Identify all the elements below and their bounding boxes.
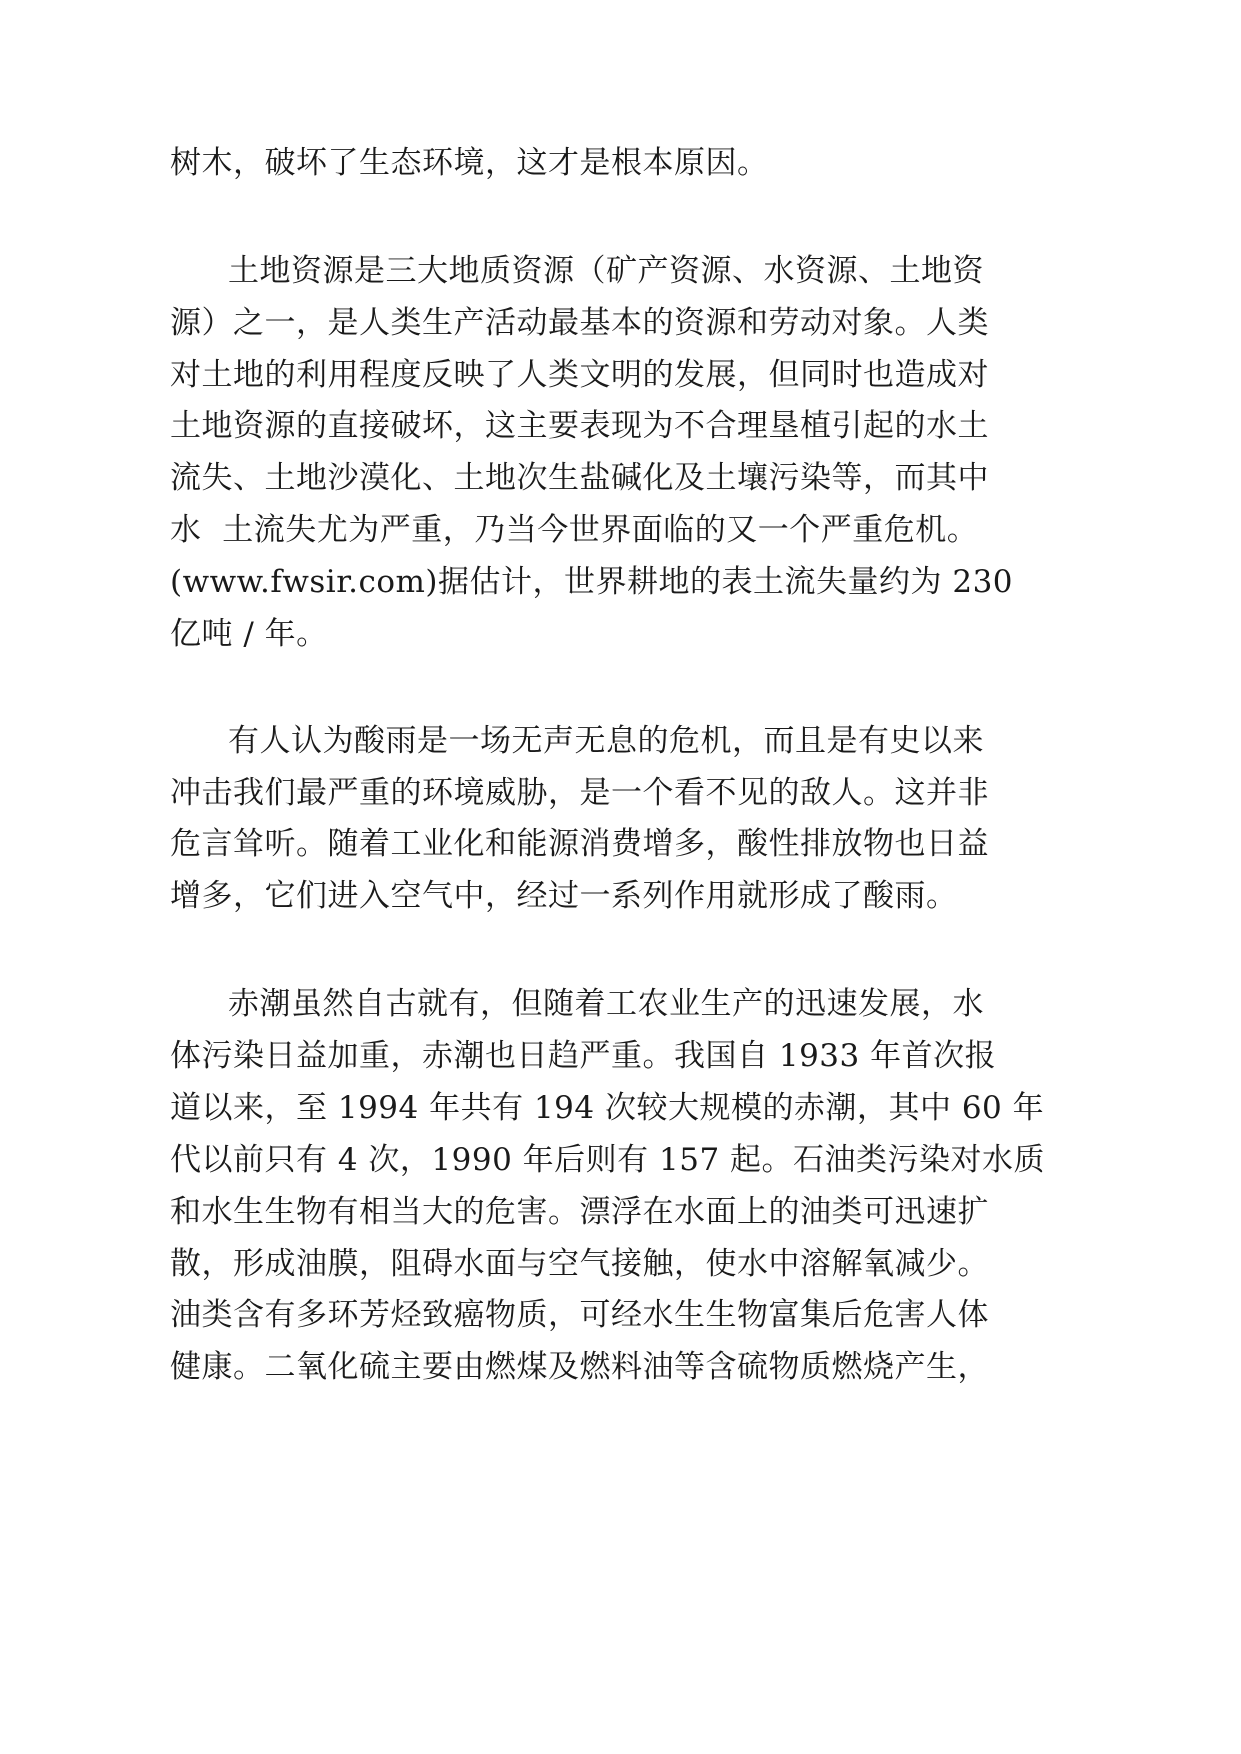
text-line: 水 土流失尤为严重，乃当今世界面临的又一个严重危机。 <box>170 512 979 548</box>
text-line: 有人认为酸雨是一场无声无息的危机，而且是有史以来 <box>228 723 984 759</box>
text-line: 土地资源的直接破坏，这主要表现为不合理垦植引起的水土 <box>170 408 989 445</box>
text-line: 代以前只有 4 次，1990 年后则有 157 起。石油类污染对水质 <box>170 1141 1046 1178</box>
text-line: 增多，它们进入空气中，经过一系列作用就形成了酸雨。 <box>170 878 958 915</box>
text-line: 危言耸听。随着工业化和能源消费增多，酸性排放物也日益 <box>170 826 989 863</box>
text-line: 体污染日益加重，赤潮也日趋严重。我国自 1933 年首次报 <box>170 1037 997 1074</box>
text-line: 健康。二氧化硫主要由燃煤及燃料油等含硫物质燃烧产生， <box>170 1349 989 1386</box>
text-line: 冲击我们最严重的环境威胁，是一个看不见的敌人。这并非 <box>170 774 989 811</box>
text-line: 和水生生物有相当大的危害。漂浮在水面上的油类可迅速扩 <box>170 1193 989 1230</box>
text-line: 源）之一，是人类生产活动最基本的资源和劳动对象。人类 <box>170 304 989 341</box>
text-line: 流失、土地沙漠化、土地次生盐碱化及土壤污染等，而其中 <box>170 460 989 497</box>
text-line: 土地资源是三大地质资源（矿产资源、水资源、土地资 <box>228 253 984 289</box>
text-line: 亿吨 / 年。 <box>170 615 328 652</box>
text-line: 散，形成油膜，阻碍水面与空气接触，使水中溶解氧减少。 <box>170 1245 989 1282</box>
text-line: 赤潮虽然自古就有，但随着工农业生产的迅速发展，水 <box>228 986 984 1022</box>
text-line: (www.fwsir.com)据估计，世界耕地的表土流失量约为 230 <box>170 563 1014 600</box>
text-line: 油类含有多环芳烃致癌物质，可经水生生物富集后危害人体 <box>170 1297 989 1334</box>
text-line: 树木，破坏了生态环境，这才是根本原因。 <box>170 145 769 181</box>
text-line: 道以来，至 1994 年共有 194 次较大规模的赤潮，其中 60 年 <box>170 1089 1045 1126</box>
text-line: 对土地的利用程度反映了人类文明的发展，但同时也造成对 <box>170 356 989 393</box>
